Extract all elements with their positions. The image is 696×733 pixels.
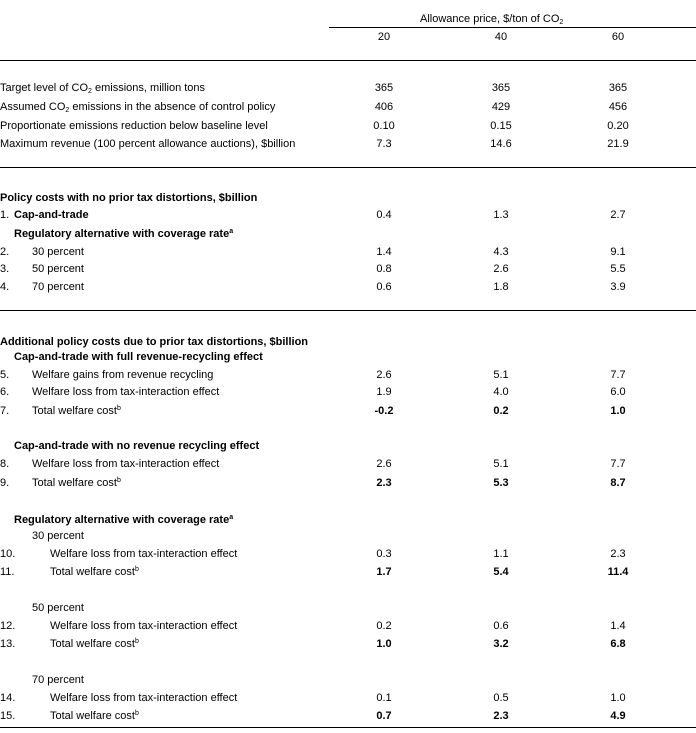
- row-number: 14.: [0, 692, 16, 704]
- summary-label-target: Target level of $CO_2$ emissions, million tons: [0, 82, 206, 95]
- table-cell: 2.6: [376, 369, 392, 381]
- row-label: 30 percent: [32, 246, 84, 258]
- row-number: 7.: [0, 405, 10, 417]
- subheading-regulatory-2: Regulatory alternative with coverage rate$^a$: [14, 514, 234, 526]
- allowance-price-header: Allowance price, $/ton of $CO_2$: [420, 13, 564, 26]
- table-cell: 1.7: [376, 566, 392, 578]
- price-col-40: 40: [494, 31, 508, 43]
- table-cell: 0.7: [376, 710, 392, 722]
- table-cell: 0.10: [373, 120, 395, 132]
- section-title-no-distortions: Policy costs with no prior tax distortions, $billion: [0, 192, 258, 204]
- table-cell: 429: [491, 101, 511, 113]
- table-cell: 8.7: [610, 477, 626, 489]
- table-cell: 0.8: [376, 263, 392, 275]
- row-label: Total welfare cost$^b$: [32, 477, 121, 489]
- table-cell: 6.8: [610, 638, 626, 650]
- row-label: Welfare gains from revenue recycling: [32, 369, 214, 381]
- table-cell: 5.3: [493, 477, 509, 489]
- table-cell: 0.6: [376, 281, 392, 293]
- table-cell: 0.1: [376, 692, 392, 704]
- table-cell: 406: [374, 101, 394, 113]
- table-cell: 1.0: [376, 638, 392, 650]
- row-label: 70 percent: [32, 281, 84, 293]
- table-bottom-rule: [0, 727, 696, 728]
- subheading-no-recycling: Cap-and-trade with no revenue recycling effect: [14, 440, 260, 452]
- row-number: 6.: [0, 386, 10, 398]
- table-cell: 5.1: [493, 458, 509, 470]
- row-number: 4.: [0, 281, 10, 293]
- table-cell: 4.9: [610, 710, 626, 722]
- row-label-cap-and-trade: Cap-and-trade: [14, 209, 89, 221]
- table-cell: 0.2: [376, 620, 392, 632]
- table-cell: 1.3: [493, 209, 509, 221]
- group-label: 50 percent: [32, 602, 84, 614]
- row-label: Total welfare cost$^b$: [32, 405, 121, 417]
- row-number: 10.: [0, 548, 16, 560]
- table-cell: 4.0: [493, 386, 509, 398]
- header-bottom-rule: [0, 60, 696, 61]
- table-cell: 9.1: [610, 246, 626, 258]
- row-label: Total welfare cost$^b$: [50, 638, 139, 650]
- table-cell: 11.4: [607, 566, 629, 578]
- row-number: 8.: [0, 458, 10, 470]
- row-label: 50 percent: [32, 263, 84, 275]
- table-cell: 1.0: [610, 405, 626, 417]
- summary-label-reduction: Proportionate emissions reduction below baseline level: [0, 120, 268, 132]
- row-label: Welfare loss from tax-interaction effect: [50, 692, 238, 704]
- table-cell: 2.6: [493, 263, 509, 275]
- section-title-prior-distortions: Additional policy costs due to prior tax distortions, $billion: [0, 336, 309, 348]
- table-cell: -0.2: [374, 405, 394, 417]
- price-col-60: 60: [611, 31, 625, 43]
- row-label: Total welfare cost$^b$: [50, 566, 139, 578]
- row-number: 15.: [0, 710, 16, 722]
- table-cell: 1.4: [376, 246, 392, 258]
- table-cell: 14.6: [490, 138, 512, 150]
- table-cell: 365: [608, 82, 628, 94]
- row-label: Total welfare cost$^b$: [50, 710, 139, 722]
- table-cell: 1.0: [610, 692, 626, 704]
- group-label: 30 percent: [32, 530, 84, 542]
- summary-label-revenue: Maximum revenue (100 percent allowance auctions), $billion: [0, 138, 296, 150]
- table-cell: 4.3: [493, 246, 509, 258]
- row-number: 13.: [0, 638, 16, 650]
- table-cell: 3.2: [493, 638, 509, 650]
- subheading-regulatory: Regulatory alternative with coverage rate$^a$: [14, 228, 234, 240]
- table-cell: 0.15: [490, 120, 512, 132]
- summary-label-assumed: Assumed $CO_2$ emissions in the absence of control policy: [0, 101, 276, 114]
- price-col-20: 20: [377, 31, 391, 43]
- table-cell: 3.9: [610, 281, 626, 293]
- table-cell: 2.3: [610, 548, 626, 560]
- table-cell: 2.6: [376, 458, 392, 470]
- header-underline: [329, 27, 696, 28]
- table-cell: 456: [608, 101, 628, 113]
- row-number: 2.: [0, 246, 10, 258]
- table-cell: 1.4: [610, 620, 626, 632]
- table-cell: 5.1: [493, 369, 509, 381]
- table-cell: 7.7: [610, 458, 626, 470]
- table-cell: 1.9: [376, 386, 392, 398]
- row-label: Welfare loss from tax-interaction effect: [50, 548, 238, 560]
- table-cell: 5.5: [610, 263, 626, 275]
- row-label: Welfare loss from tax-interaction effect: [32, 458, 220, 470]
- table-cell: 2.3: [376, 477, 392, 489]
- section-rule: [0, 167, 696, 168]
- table-cell: 7.3: [376, 138, 392, 150]
- table-cell: 1.8: [493, 281, 509, 293]
- table-cell: 2.7: [610, 209, 626, 221]
- section-rule: [0, 310, 696, 311]
- row-number: 3.: [0, 263, 10, 275]
- table-cell: 21.9: [607, 138, 629, 150]
- table-cell: 0.2: [493, 405, 509, 417]
- subheading-full-recycling: Cap-and-trade with full revenue-recycling effect: [14, 351, 263, 363]
- table-cell: 0.20: [607, 120, 629, 132]
- table-cell: 5.4: [493, 566, 509, 578]
- group-label: 70 percent: [32, 674, 84, 686]
- table-cell: 2.3: [493, 710, 509, 722]
- row-label: Welfare loss from tax-interaction effect: [50, 620, 238, 632]
- table-cell: 365: [491, 82, 511, 94]
- row-number: 12.: [0, 620, 16, 632]
- table-cell: 0.6: [493, 620, 509, 632]
- row-label: Welfare loss from tax-interaction effect: [32, 386, 220, 398]
- row-number: 9.: [0, 477, 10, 489]
- table-cell: 0.4: [376, 209, 392, 221]
- row-number: 1.: [0, 209, 10, 221]
- table-cell: 365: [374, 82, 394, 94]
- table-cell: 0.5: [493, 692, 509, 704]
- table-cell: 1.1: [493, 548, 509, 560]
- row-number: 11.: [0, 566, 15, 578]
- table-cell: 6.0: [610, 386, 626, 398]
- table-cell: 7.7: [610, 369, 626, 381]
- row-number: 5.: [0, 369, 10, 381]
- table-cell: 0.3: [376, 548, 392, 560]
